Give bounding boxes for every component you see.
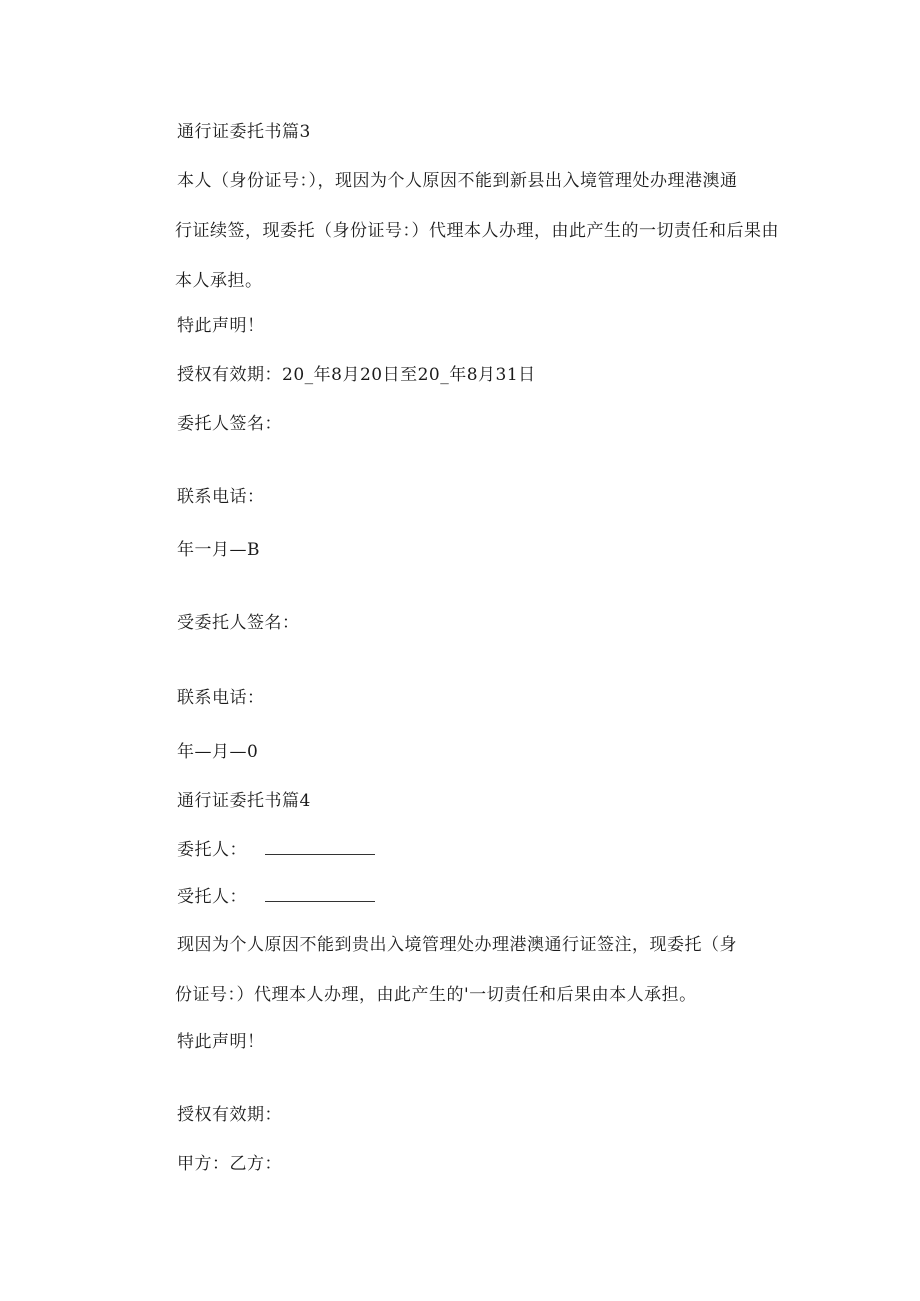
section3-principal-date: 年一月—B bbox=[177, 540, 260, 560]
section4-principal-blank bbox=[265, 838, 375, 855]
section3-body-line-1: 本人（身份证号：），现因为个人原因不能到新县出入境管理处办理港澳通 bbox=[177, 171, 738, 191]
section4-body bbox=[177, 933, 797, 1007]
section4-principal-row bbox=[177, 838, 375, 862]
section3-agent-phone: 联系电话： bbox=[177, 688, 265, 708]
section3-agent-date: 年—月—0 bbox=[177, 742, 259, 762]
section3-principal-signature: 委托人签名： bbox=[177, 414, 282, 434]
section3-validity: 授权有效期：20_年8月20日至20_年8月31日 bbox=[177, 365, 536, 385]
section3-agent-signature: 受委托人签名： bbox=[177, 613, 300, 633]
section4-body-line-2: 份证号：）代理本人办理，由此产生的'一切责任和后果由本人承担。 bbox=[175, 985, 697, 1005]
section4-declaration: 特此声明！ bbox=[177, 1032, 265, 1052]
section4-heading: 通行证委托书篇4 bbox=[177, 791, 311, 811]
section3-heading: 通行证委托书篇3 bbox=[177, 122, 311, 142]
section4-principal-label: 委托人： bbox=[177, 840, 247, 860]
section4-body-line-1: 现因为个人原因不能到贵出入境管理处办理港澳通行证签注，现委托（身 bbox=[177, 935, 737, 955]
section3-body bbox=[177, 169, 797, 293]
section3-body-line-2: 行证续签，现委托（身份证号：）代理本人办理，由此产生的一切责任和后果由 bbox=[175, 221, 779, 241]
section3-declaration: 特此声明！ bbox=[177, 316, 265, 336]
section4-agent-blank bbox=[265, 885, 375, 902]
section3-body-line-3: 本人承担。 bbox=[175, 271, 263, 291]
section3-principal-phone: 联系电话： bbox=[177, 487, 265, 507]
section4-agent-row bbox=[177, 885, 375, 909]
section4-parties: 甲方：乙方： bbox=[177, 1154, 282, 1174]
section4-agent-label: 受托人： bbox=[177, 887, 247, 907]
section4-validity: 授权有效期： bbox=[177, 1105, 282, 1125]
